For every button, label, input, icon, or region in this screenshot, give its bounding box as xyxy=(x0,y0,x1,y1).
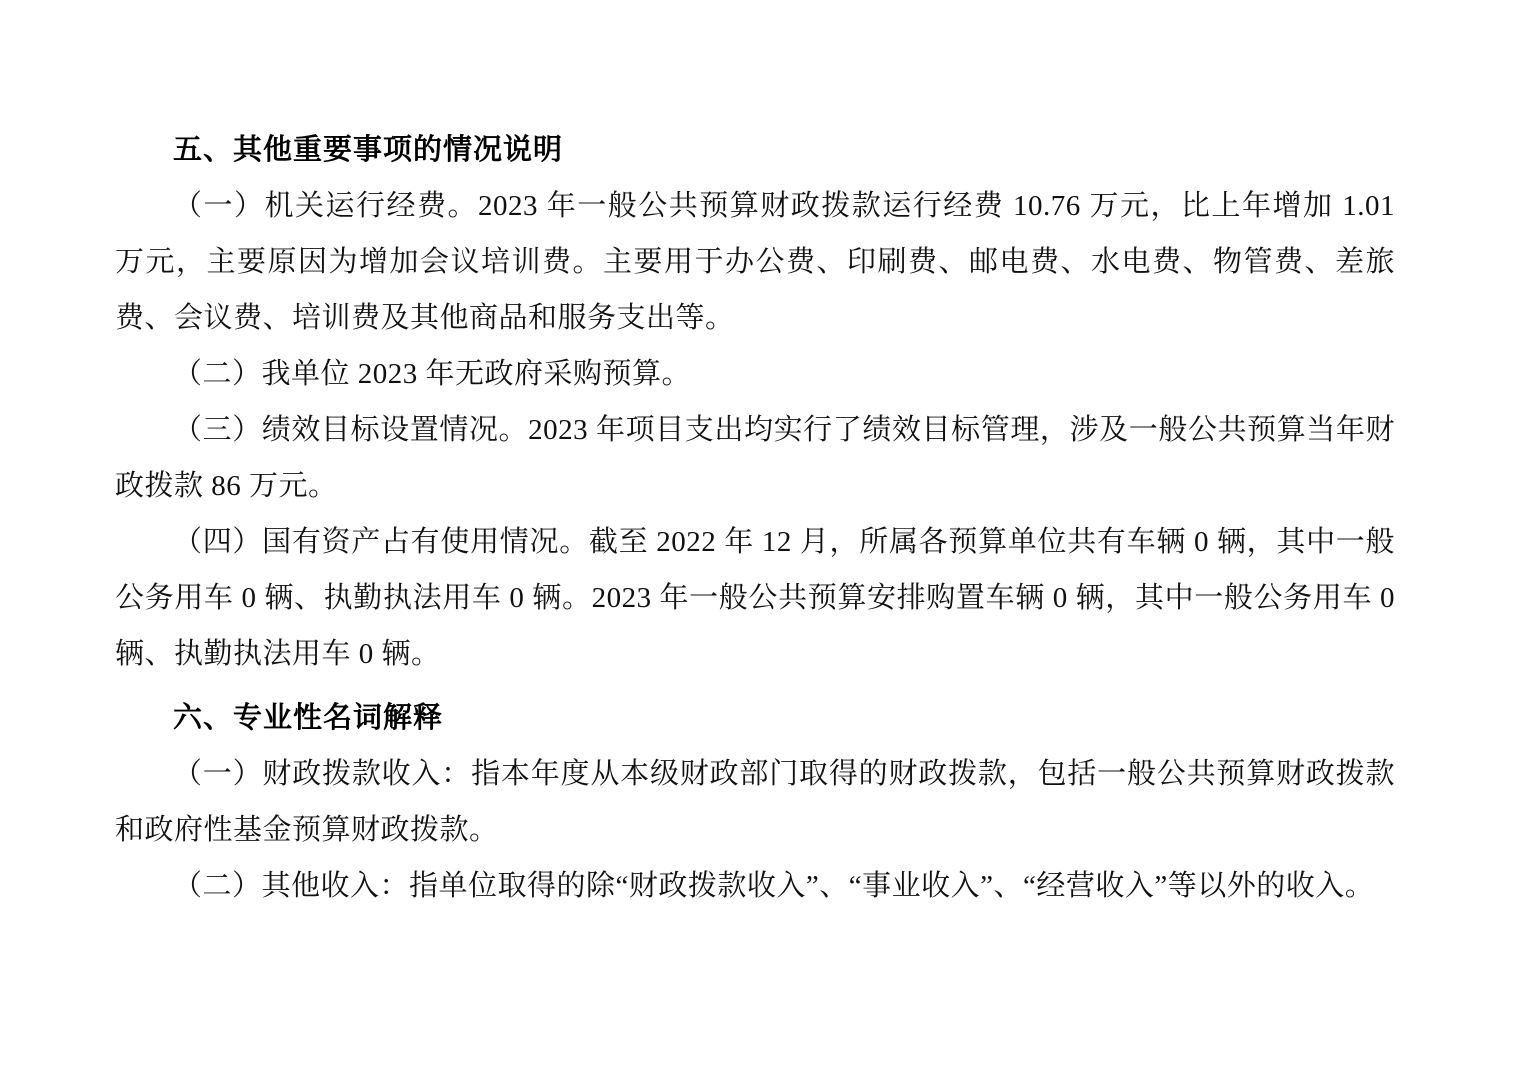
section-heading-terminology: 六、专业性名词解释 xyxy=(173,702,444,734)
paragraph-performance-targets: （三）绩效目标设置情况。2023 年项目支出均实行了绩效目标管理，涉及一般公共预算当年财政拨款 86 万元。 xyxy=(115,414,1395,502)
section-heading-other-important-matters: 五、其他重要事项的情况说明 xyxy=(173,134,564,166)
paragraph-government-procurement: （二）我单位 2023 年无政府采购预算。 xyxy=(173,358,692,390)
paragraph-state-owned-assets: （四）国有资产占有使用情况。截至 2022 年 12 月，所属各预算单位共有车辆 0 辆，其中一般公务用车 0 辆、执勤执法用车 0 辆。2023 年一般公共预算安排购置车辆 0 辆，其中一般公务用车 0 辆、执勤执法用车 0 辆。 xyxy=(115,526,1395,670)
paragraph-other-income: （二）其他收入：指单位取得的除“财政拨款收入”、“事业收入”、“经营收入”等以外的收入。 xyxy=(173,870,1375,902)
paragraph-fiscal-appropriation-income: （一）财政拨款收入：指本年度从本级财政部门取得的财政拨款，包括一般公共预算财政拨款和政府性基金预算财政拨款。 xyxy=(115,758,1395,846)
paragraph-agency-operating-expenses: （一）机关运行经费。2023 年一般公共预算财政拨款运行经费 10.76 万元，比上年增加 1.01 万元，主要原因为增加会议培训费。主要用于办公费、印刷费、邮电费、水电费、物管费、差旅费、会议费、培训费及其他商品和服务支出等。 xyxy=(115,190,1395,334)
